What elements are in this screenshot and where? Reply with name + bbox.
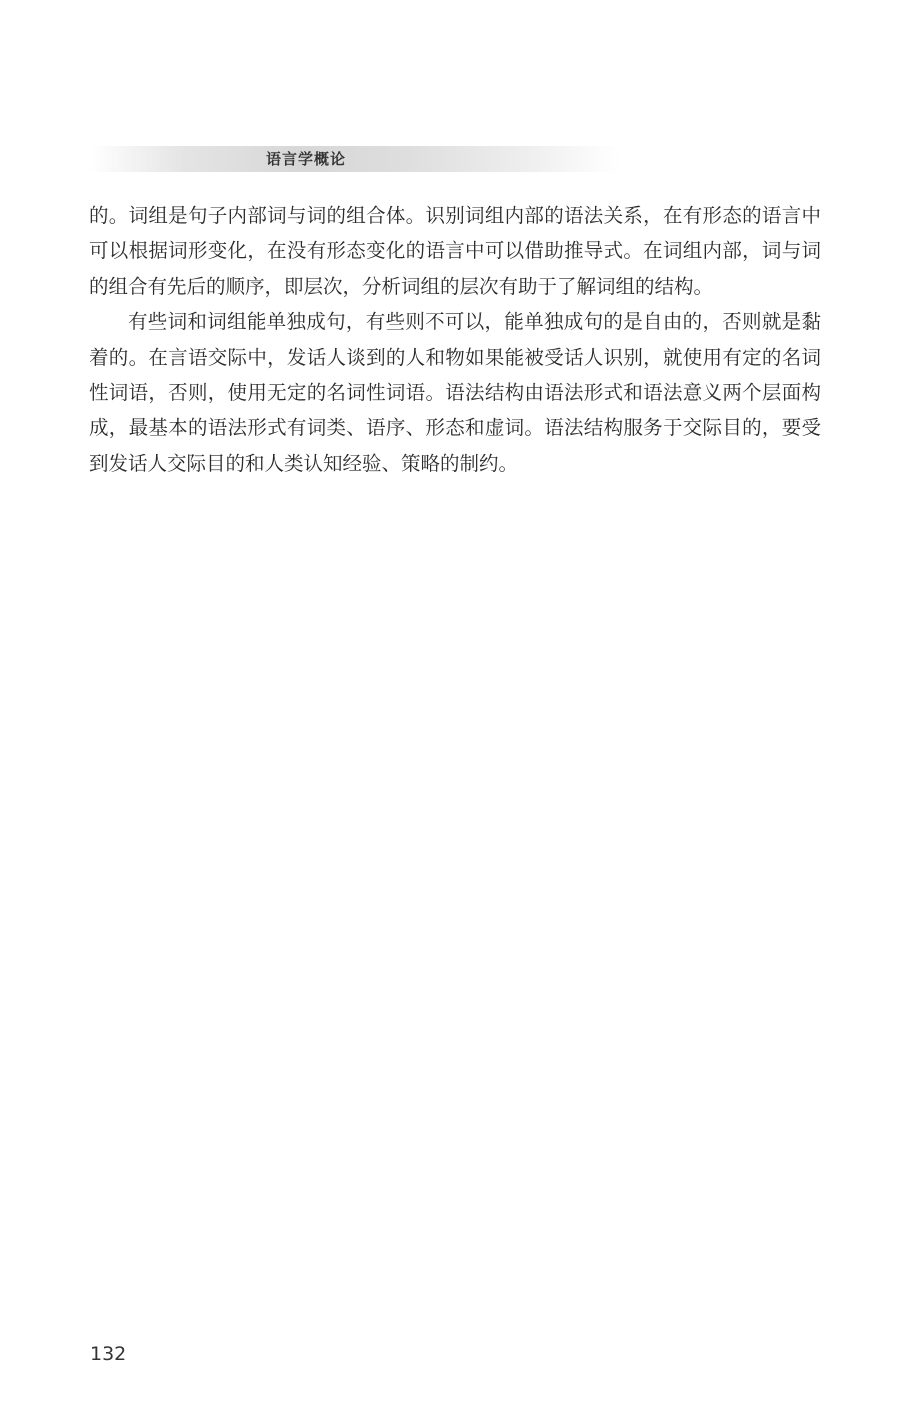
paragraph: 有些词和词组能单独成句，有些则不可以，能单独成句的是自由的，否则就是黏着的。在言语交际中，发话人谈到的人和物如果能被受话人识别，就使用有定的名词性词语，否则，使用无定的名词性词语。语法结构由语法形式和语法意义两个层面构成，最基本的语法形式有词类、语序、形态和虚词。语法结构服务于交际目的，要受到发话人交际目的和人类认知经验、策略的制约。 bbox=[89, 310, 821, 475]
running-header-band bbox=[90, 146, 620, 172]
page-number: 132 bbox=[90, 1343, 127, 1365]
body-text bbox=[89, 198, 821, 481]
paragraph-continuation: 的。词组是句子内部词与词的组合体。识别词组内部的语法关系，在有形态的语言中可以根据词形变化，在没有形态变化的语言中可以借助推导式。在词组内部，词与词的组合有先后的顺序，即层次，分析词组的层次有助于了解词组的结构。 bbox=[89, 204, 821, 298]
running-header-title: 语言学概论 bbox=[266, 150, 347, 168]
